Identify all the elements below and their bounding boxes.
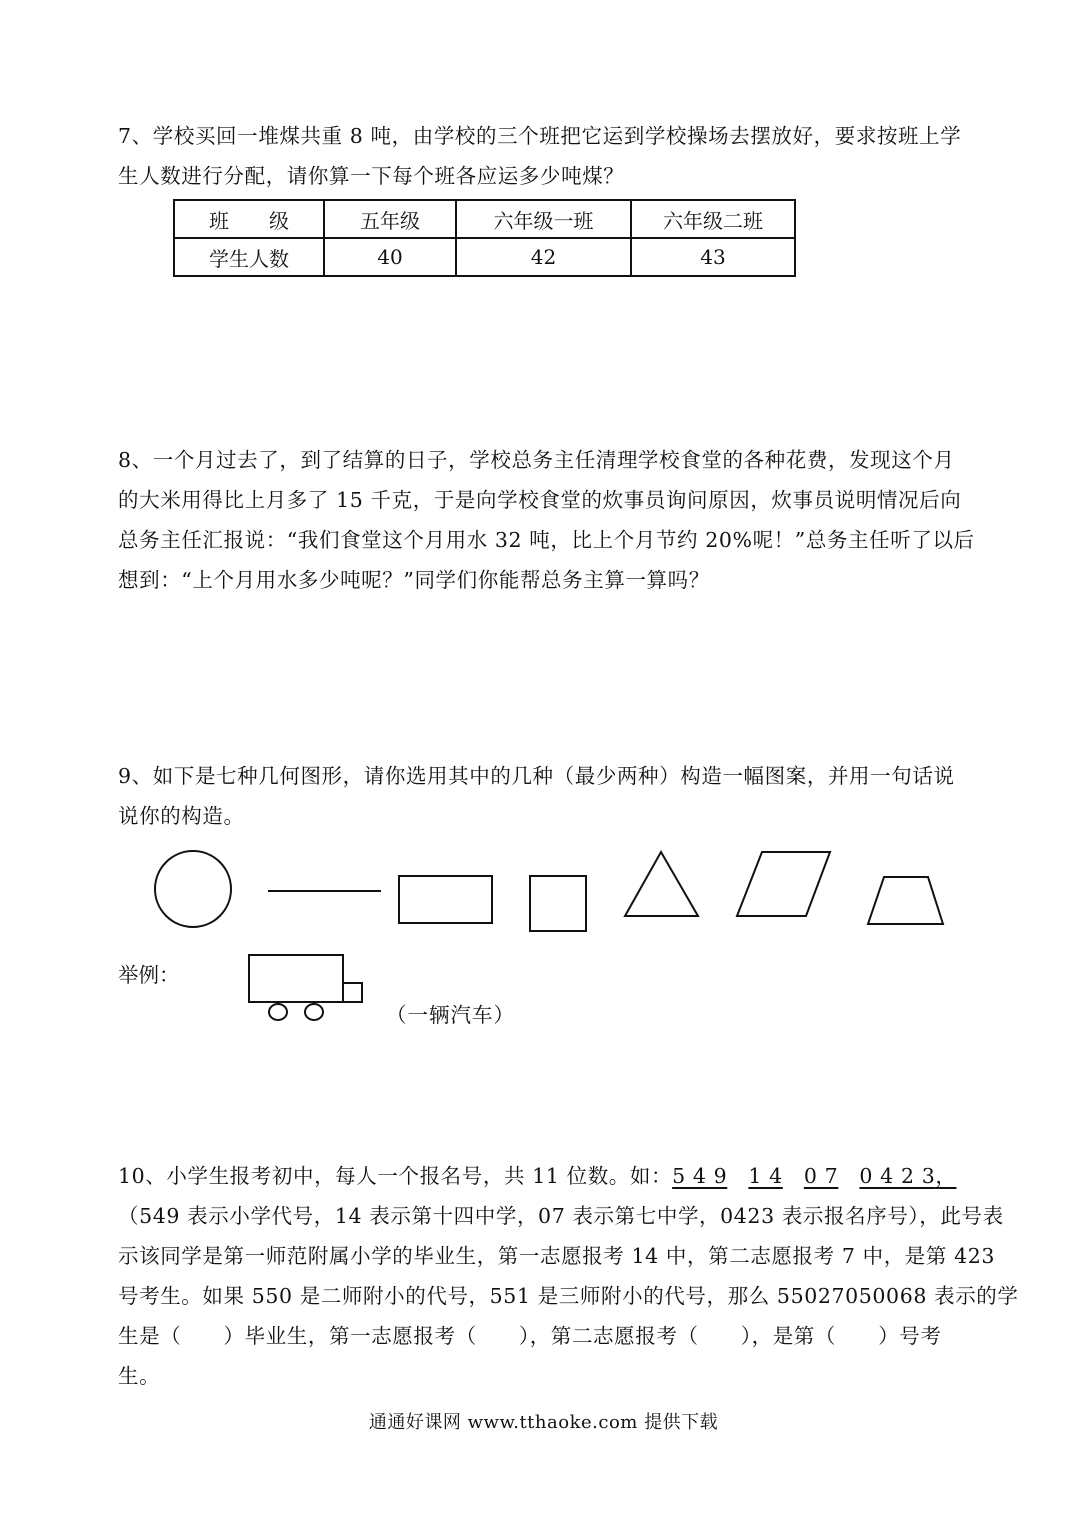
question-10-prefix: 10、小学生报考初中，每人一个报名号，共 11 位数。如： xyxy=(118,1164,673,1188)
question-10-suffix: ， xyxy=(935,1164,957,1188)
question-10-line-5: 生是（ ）毕业生，第一志愿报考（ ），第二志愿报考（ ），是第（ ）号考 xyxy=(118,1324,942,1348)
table-cell: 六年级二班 xyxy=(631,200,795,238)
rectangle-icon xyxy=(399,876,492,923)
table-cell: 五年级 xyxy=(324,200,456,238)
triangle-icon xyxy=(625,852,698,916)
question-8 xyxy=(118,440,986,600)
question-8-line-4: 想到：“上个月用水多少吨呢？”同学们你能帮总务主算一算吗？ xyxy=(118,568,710,592)
code-group-first-choice: 1 4 xyxy=(748,1164,783,1188)
question-10-line-4: 号考生。如果 550 是二师附小的代号，551 是三师附小的代号，那么 55027050068 表示的学 xyxy=(118,1284,1019,1308)
example-caption: （一辆汽车） xyxy=(386,1003,515,1027)
table-cell: 班 级 xyxy=(174,200,324,238)
page-footer: 通通好课网 www.tthaoke.com 提供下载 xyxy=(368,1412,719,1433)
question-7-line-1: 7、学校买回一堆煤共重 8 吨，由学校的三个班把它运到学校操场去摆放好，要求按班上学 xyxy=(118,124,962,148)
question-7 xyxy=(118,116,986,196)
truck-example-icon xyxy=(243,950,368,1025)
question-9-line-2: 说你的构造。 xyxy=(118,804,245,828)
question-10 xyxy=(118,1156,1019,1396)
question-10-line-2: （549 表示小学代号，14 表示第十四中学，07 表示第七中学，0423 表示报名序号），此号表 xyxy=(118,1204,1004,1228)
question-10-line-1 xyxy=(118,1156,986,1196)
class-student-table xyxy=(173,199,796,277)
circle-icon xyxy=(155,851,231,927)
table-cell: 40 xyxy=(324,238,456,276)
trapezoid-icon xyxy=(868,877,943,924)
table-header-row xyxy=(174,200,795,238)
question-9-line-1: 9、如下是七种几何图形，请你选用其中的几种（最少两种）构造一幅图案，并用一句话说 xyxy=(118,764,955,788)
question-7-line-2: 生人数进行分配，请你算一下每个班各应运多少吨煤？ xyxy=(118,164,625,188)
table-row xyxy=(174,238,795,276)
code-group-second-choice: 0 7 xyxy=(803,1164,839,1188)
question-10-line-6: 生。 xyxy=(118,1364,161,1388)
question-10-line-3: 示该同学是第一师范附属小学的毕业生，第一志愿报考 14 中，第二志愿报考 7 中，是第 423 xyxy=(118,1244,996,1268)
code-group-school: 5 4 9 xyxy=(672,1164,728,1188)
square-icon xyxy=(530,876,586,931)
question-9 xyxy=(118,756,986,836)
table-cell: 学生人数 xyxy=(174,238,324,276)
table-cell: 六年级一班 xyxy=(456,200,631,238)
question-8-line-1: 8、一个月过去了，到了结算的日子，学校总务主任清理学校食堂的各种花费，发现这个月 xyxy=(118,448,955,472)
question-8-line-2: 的大米用得比上月多了 15 千克，于是向学校食堂的炊事员询问原因，炊事员说明情况后向 xyxy=(118,488,962,512)
table-cell: 43 xyxy=(631,238,795,276)
geometric-shapes xyxy=(0,840,1087,950)
example-label: 举例： xyxy=(118,963,180,987)
question-8-line-3: 总务主任汇报说：“我们食堂这个月用水 32 吨，比上个月节约 20%呢！”总务主任听了以后 xyxy=(118,528,975,552)
code-group-serial: 0 4 2 3 xyxy=(859,1164,936,1188)
table-cell: 42 xyxy=(456,238,631,276)
parallelogram-icon xyxy=(737,852,830,916)
